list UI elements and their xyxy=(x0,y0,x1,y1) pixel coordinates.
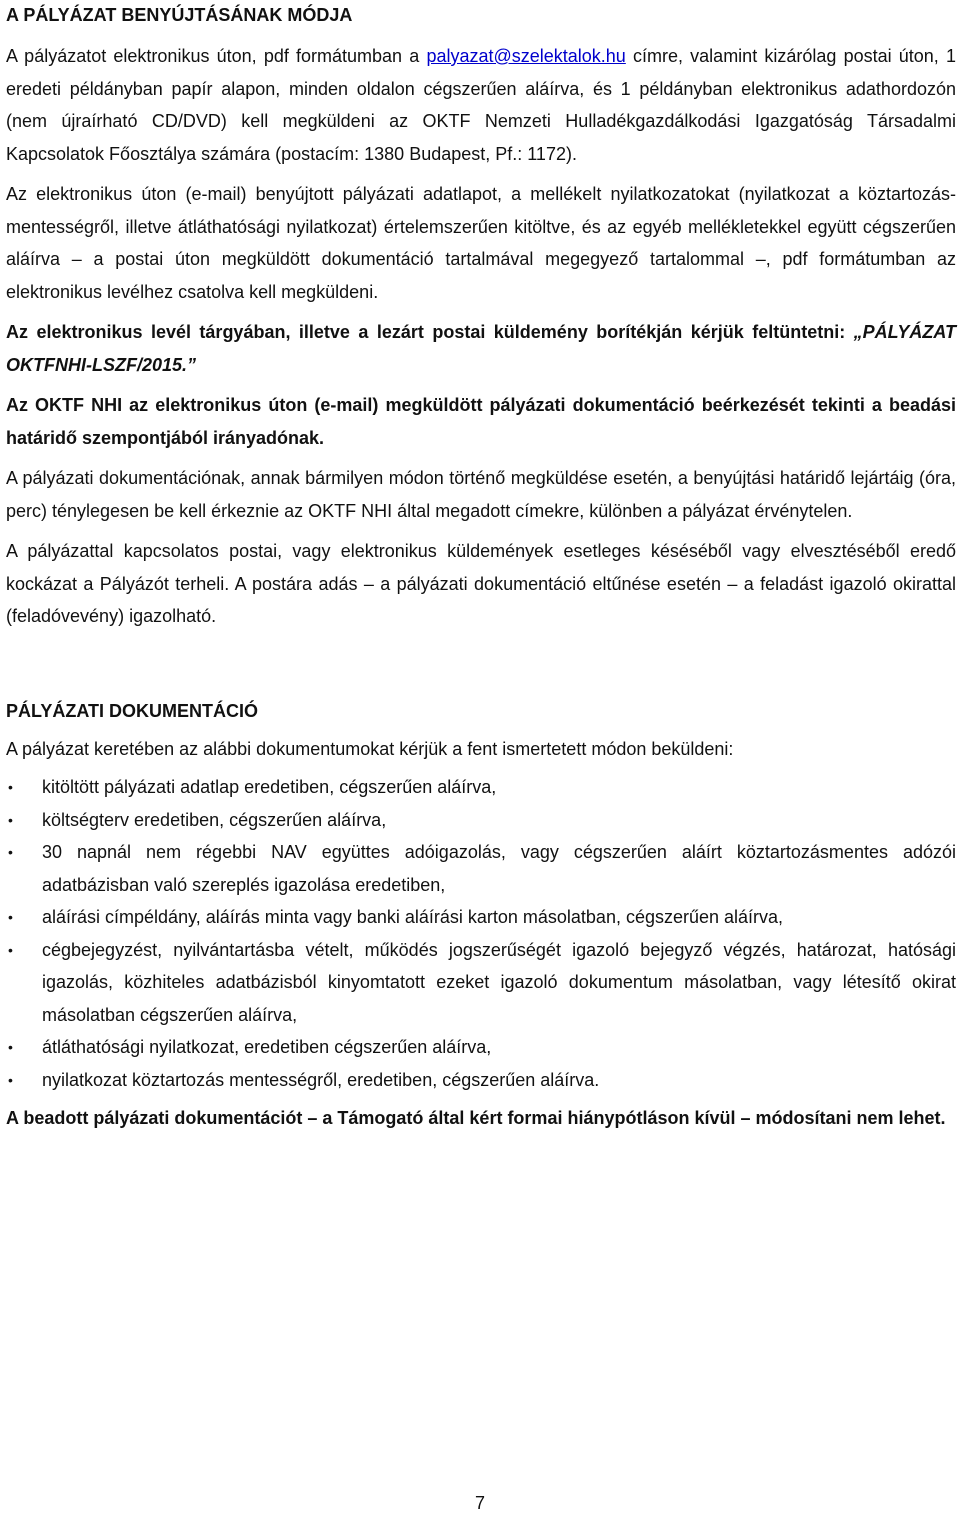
list-item xyxy=(6,1064,956,1097)
required-documents-list xyxy=(6,771,956,1096)
list-item xyxy=(6,836,956,901)
list-item xyxy=(6,934,956,1032)
bullet-icon: • xyxy=(8,811,13,828)
list-item-text: nyilatkozat köztartozás mentességről, eredetiben, cégszerűen aláírva. xyxy=(42,1069,600,1090)
list-item xyxy=(6,804,956,837)
paragraph-no-modification: A beadott pályázati dokumentációt – a Támogató által kért formai hiánypótláson kívül – módosítani nem lehet. xyxy=(6,1108,946,1128)
list-item xyxy=(6,1031,956,1064)
section-title-documentation: PÁLYÁZATI DOKUMENTÁCIÓ xyxy=(6,700,258,721)
list-item-text: átláthatósági nyilatkozat, eredetiben cégszerűen aláírva, xyxy=(42,1037,492,1057)
document-page xyxy=(6,0,956,1143)
paragraph-subject-line xyxy=(6,316,956,381)
list-item-text: kitöltött pályázati adatlap eredetiben, cégszerűen aláírva, xyxy=(42,777,497,797)
list-item xyxy=(6,901,956,934)
paragraph-deadline-validity: A pályázati dokumentációnak, annak bármilyen módon történő megküldése esetén, a benyújtási határidő lejártáig (óra, perc) ténylegesen be kell érkeznie az OKTF NHI által megadott címekre, különben a pályázat érvénytelen. xyxy=(6,468,956,521)
bullet-icon: • xyxy=(8,844,13,860)
list-item-text: cégbejegyzést, nyilvántartásba vételt, működés jogszerűségét igazoló bejegyző végzés, határozat, hatósági igazolás, közhiteles adatbázisból kinyomtatott ezeket igazoló dokumentum másolatban, vagy létesítő okirat másolatban cégszerűen aláírva, xyxy=(42,939,956,1025)
bullet-icon: • xyxy=(8,909,13,925)
bullet-icon: • xyxy=(8,779,13,795)
paragraph-electronic-submission: Az elektronikus úton (e-mail) benyújtott pályázati adatlapot, a mellékelt nyilatkozatokat (nyilatkozat a köztartozás-mentességről, illetve átláthatósági nyilatkozat) értelemszerűen kitöltve, és az egyéb mellékletekkel együtt cégszerűen aláírva – a postai úton megküldött dokumentáció tartalmával megegyező tartalommal –, pdf formátumban az elektronikus levélhez csatolva kell megküldeni. xyxy=(6,184,956,302)
paragraph-submission-method xyxy=(6,40,956,170)
application-code: „PÁLYÁZAT OKTFNHI-LSZF/2015.” xyxy=(6,322,956,375)
section-title-submission: A PÁLYÁZAT BENYÚJTÁSÁNAK MÓDJA xyxy=(6,5,353,25)
bullet-icon: • xyxy=(8,1039,13,1055)
page-number: 7 xyxy=(474,1493,485,1513)
paragraph-text: címre, valamint kizárólag postai úton, 1 eredeti példányban papír alapon, minden oldalon cégszerűen aláírva, és 1 példányban elektronikus adathordozón (nem újraírható CD/DVD) kell megküldeni az OKTF Nemzeti Hulladékgazdálkodási Igazgatóság Társadalmi Kapcsolatok Főosztálya számára (postacím: 1380 Budapest, Pf.: 1172). xyxy=(6,46,956,164)
paragraph-documentation-intro: A pályázat keretében az alábbi dokumentumokat kérjük a fent ismertetett módon beküldeni: xyxy=(6,738,734,759)
bullet-icon: • xyxy=(8,941,13,958)
paragraph-text: A pályázatot elektronikus úton, pdf formátumban a xyxy=(6,46,427,66)
list-item-text: aláírási címpéldány, aláírás minta vagy banki aláírási karton másolatban, cégszerűen aláírva, xyxy=(42,907,784,927)
bullet-icon: • xyxy=(8,1071,13,1088)
email-link[interactable]: palyazat@szelektalok.hu xyxy=(426,46,626,66)
list-item xyxy=(6,771,956,804)
paragraph-text: Az elektronikus levél tárgyában, illetve a lezárt postai küldemény borítékján kérjük feltüntetni: xyxy=(6,322,854,342)
list-item-text: 30 napnál nem régebbi NAV együttes adóigazolás, vagy cégszerűen aláírt köztartozásmentes adózói adatbázisban való szereplés igazolása eredetiben, xyxy=(42,842,956,895)
paragraph-risk: A pályázattal kapcsolatos postai, vagy elektronikus küldemények esetleges késéséből vagy elvesztéséből eredő kockázat a Pályázót terheli. A postára adás – a pályázati dokumentáció eltűnése esetén – a feladást igazoló okirattal (feladóvevény) igazolható. xyxy=(6,541,956,626)
list-item-text: költségterv eredetiben, cégszerűen aláírva, xyxy=(42,809,387,830)
paragraph-deadline-rule: Az OKTF NHI az elektronikus úton (e-mail) megküldött pályázati dokumentáció beérkezését tekinti a beadási határidő szempontjából irányadónak. xyxy=(6,395,956,448)
